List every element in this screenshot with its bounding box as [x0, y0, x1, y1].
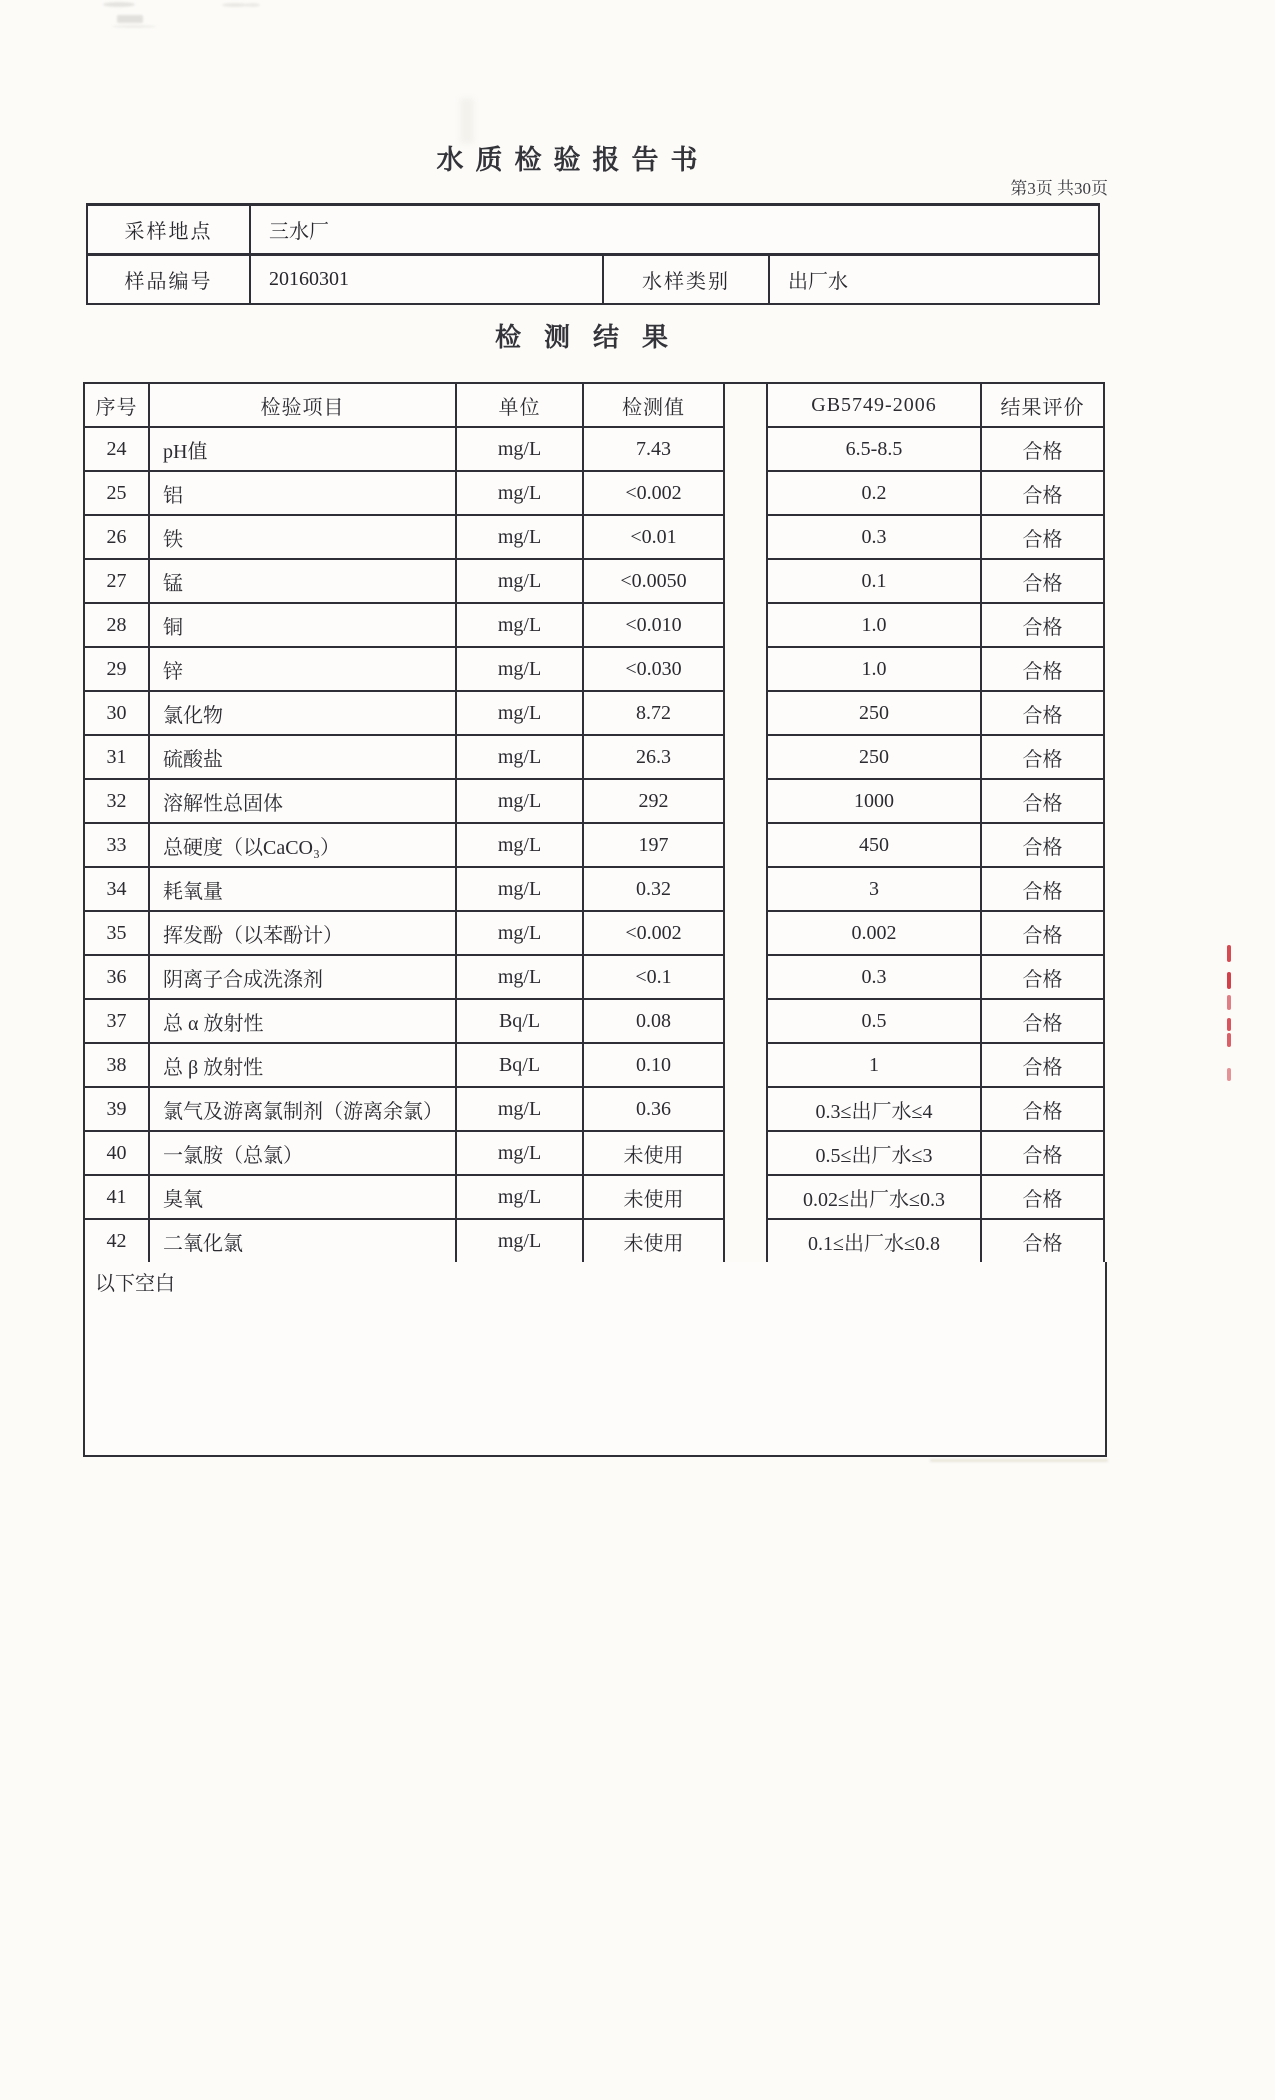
table-row: [85, 472, 1105, 516]
cell-item: 阴离子合成洗涤剂: [150, 956, 457, 1000]
report-title: 水质检验报告书: [436, 145, 710, 175]
gap-strip: [725, 516, 768, 560]
cell-unit: mg/L: [457, 428, 584, 472]
cell-item: 挥发酚（以苯酚计）: [150, 912, 457, 956]
cell-standard: 0.5: [768, 1000, 982, 1044]
cell-value: <0.030: [584, 648, 725, 692]
section-title: 检测结果: [494, 323, 691, 352]
cell-index: 37: [85, 1000, 150, 1044]
cell-index: 41: [85, 1176, 150, 1220]
cell-item: 总 α 放射性: [150, 1000, 457, 1044]
red-margin-mark: [1227, 972, 1231, 989]
cell-index: 25: [85, 472, 150, 516]
gap-strip: [725, 692, 768, 736]
cell-value: 未使用: [584, 1176, 725, 1220]
cell-item: 溶解性总固体: [150, 780, 457, 824]
table-row: [85, 824, 1105, 868]
cell-value: <0.01: [584, 516, 725, 560]
scan-speck: [246, 3, 260, 7]
gap-strip: [725, 472, 768, 516]
cell-value: <0.002: [584, 912, 725, 956]
scan-speck: [103, 2, 135, 7]
cell-index: 38: [85, 1044, 150, 1088]
cell-item: 铁: [150, 516, 457, 560]
cell-result: 合格: [982, 692, 1105, 736]
gap-strip: [725, 604, 768, 648]
cell-item: pH值: [150, 428, 457, 472]
cell-item: 铜: [150, 604, 457, 648]
cell-item: 臭氧: [150, 1176, 457, 1220]
cell-item: 耗氧量: [150, 868, 457, 912]
cell-unit: mg/L: [457, 780, 584, 824]
cell-result: 合格: [982, 604, 1105, 648]
gap-strip: [725, 384, 768, 428]
cell-index: 40: [85, 1132, 150, 1176]
scan-smudge: [930, 1459, 1108, 1462]
cell-unit: mg/L: [457, 912, 584, 956]
gap-strip: [725, 1000, 768, 1044]
cell-index: 34: [85, 868, 150, 912]
cell-standard: 0.3: [768, 956, 982, 1000]
cell-index: 29: [85, 648, 150, 692]
cell-standard: 6.5-8.5: [768, 428, 982, 472]
blank-area-box: [83, 1262, 1107, 1457]
cell-value: 0.36: [584, 1088, 725, 1132]
cell-value: 0.08: [584, 1000, 725, 1044]
cell-result: 合格: [982, 1088, 1105, 1132]
cell-result: 合格: [982, 428, 1105, 472]
cell-item: 氯化物: [150, 692, 457, 736]
cell-index: 39: [85, 1088, 150, 1132]
table-row: [85, 560, 1105, 604]
gap-strip: [725, 560, 768, 604]
cell-result: 合格: [982, 868, 1105, 912]
cell-standard: 1: [768, 1044, 982, 1088]
cell-unit: mg/L: [457, 604, 584, 648]
gap-strip: [725, 780, 768, 824]
gap-strip: [725, 912, 768, 956]
cell-index: 28: [85, 604, 150, 648]
gap-strip: [725, 428, 768, 472]
cell-unit: mg/L: [457, 648, 584, 692]
cell-standard: 0.3≤出厂水≤4: [768, 1088, 982, 1132]
gap-strip: [725, 868, 768, 912]
cell-result: 合格: [982, 1132, 1105, 1176]
cell-result: 合格: [982, 560, 1105, 604]
cell-index: 27: [85, 560, 150, 604]
cell-standard: 0.1: [768, 560, 982, 604]
sample-info-table: [86, 203, 1100, 305]
cell-index: 24: [85, 428, 150, 472]
cell-result: 合格: [982, 912, 1105, 956]
cell-item: 硫酸盐: [150, 736, 457, 780]
cell-item: 锌: [150, 648, 457, 692]
sample-location-label: 采样地点: [88, 206, 251, 253]
table-row: [85, 692, 1105, 736]
header-unit: 单位: [457, 384, 584, 428]
cell-item: 一氯胺（总氯）: [150, 1132, 457, 1176]
cell-unit: mg/L: [457, 1132, 584, 1176]
cell-index: 31: [85, 736, 150, 780]
cell-result: 合格: [982, 516, 1105, 560]
cell-unit: mg/L: [457, 1176, 584, 1220]
cell-result: 合格: [982, 736, 1105, 780]
water-type-label: 水样类别: [604, 256, 770, 303]
cell-standard: 0.02≤出厂水≤0.3: [768, 1176, 982, 1220]
page-number: 第3页 共30页: [1010, 179, 1108, 198]
cell-value: 292: [584, 780, 725, 824]
gap-strip: [725, 1088, 768, 1132]
header-result: 结果评价: [982, 384, 1105, 428]
table-row: [85, 648, 1105, 692]
scan-speck: [112, 25, 156, 28]
scan-speck: [222, 3, 248, 7]
sample-id-label: 样品编号: [88, 256, 251, 303]
cell-unit: mg/L: [457, 692, 584, 736]
cell-unit: mg/L: [457, 560, 584, 604]
table-row: [85, 736, 1105, 780]
header-value: 检测值: [584, 384, 725, 428]
gap-strip: [725, 1132, 768, 1176]
scan-speck: [117, 15, 143, 23]
cell-unit: mg/L: [457, 736, 584, 780]
table-row: [85, 780, 1105, 824]
table-row: [85, 1176, 1105, 1220]
table-row: [85, 1132, 1105, 1176]
gap-strip: [725, 1044, 768, 1088]
cell-standard: 3: [768, 868, 982, 912]
table-row: [85, 1088, 1105, 1132]
table-row: [85, 868, 1105, 912]
cell-value: 8.72: [584, 692, 725, 736]
cell-standard: 0.5≤出厂水≤3: [768, 1132, 982, 1176]
cell-index: 33: [85, 824, 150, 868]
cell-unit: mg/L: [457, 824, 584, 868]
red-margin-mark: [1227, 1068, 1231, 1081]
sample-id-value: 20160301: [251, 256, 604, 303]
results-table: [83, 382, 1105, 1264]
sample-location-value: 三水厂: [269, 221, 329, 243]
cell-result: 合格: [982, 472, 1105, 516]
sample-info-row: [88, 256, 1098, 303]
cell-item: 总 β 放射性: [150, 1044, 457, 1088]
cell-standard: 0.002: [768, 912, 982, 956]
cell-result: 合格: [982, 1176, 1105, 1220]
cell-standard: 1.0: [768, 604, 982, 648]
red-margin-mark: [1227, 945, 1231, 962]
table-row: [85, 1000, 1105, 1044]
water-type-value: 出厂水: [788, 271, 848, 293]
cell-index: 26: [85, 516, 150, 560]
table-row: [85, 912, 1105, 956]
cell-standard: 0.3: [768, 516, 982, 560]
header-standard: GB5749-2006: [768, 384, 982, 428]
cell-unit: mg/L: [457, 868, 584, 912]
cell-standard: 250: [768, 736, 982, 780]
cell-standard: 450: [768, 824, 982, 868]
table-row: [85, 604, 1105, 648]
gap-strip: [725, 956, 768, 1000]
cell-item: 锰: [150, 560, 457, 604]
gap-strip: [725, 736, 768, 780]
cell-unit: Bq/L: [457, 1044, 584, 1088]
cell-result: 合格: [982, 648, 1105, 692]
cell-value: 7.43: [584, 428, 725, 472]
cell-index: 30: [85, 692, 150, 736]
cell-standard: 0.2: [768, 472, 982, 516]
table-row: [85, 956, 1105, 1000]
blank-note: 以下空白: [95, 1273, 175, 1295]
cell-item: 二氧化氯: [150, 1220, 457, 1264]
red-margin-mark: [1227, 995, 1231, 1010]
cell-result: 合格: [982, 956, 1105, 1000]
cell-unit: mg/L: [457, 1088, 584, 1132]
sample-info-row: [88, 206, 1098, 256]
cell-result: 合格: [982, 1220, 1105, 1264]
table-row: [85, 428, 1105, 472]
cell-item: 总硬度（以CaCO₃）: [150, 824, 457, 868]
gap-strip: [725, 648, 768, 692]
cell-index: 36: [85, 956, 150, 1000]
cell-standard: 1.0: [768, 648, 982, 692]
cell-value: <0.1: [584, 956, 725, 1000]
cell-standard: 0.1≤出厂水≤0.8: [768, 1220, 982, 1264]
red-margin-mark: [1227, 1033, 1231, 1047]
cell-value: 26.3: [584, 736, 725, 780]
cell-unit: mg/L: [457, 1220, 584, 1264]
cell-value: <0.002: [584, 472, 725, 516]
table-row: [85, 516, 1105, 560]
gap-strip: [725, 1176, 768, 1220]
cell-index: 32: [85, 780, 150, 824]
cell-result: 合格: [982, 824, 1105, 868]
gap-strip: [725, 824, 768, 868]
gap-strip: [725, 1220, 768, 1264]
results-table-header-row: [85, 384, 1105, 428]
cell-value: 197: [584, 824, 725, 868]
cell-unit: mg/L: [457, 956, 584, 1000]
cell-unit: mg/L: [457, 472, 584, 516]
cell-unit: mg/L: [457, 516, 584, 560]
cell-result: 合格: [982, 1044, 1105, 1088]
cell-value: 0.32: [584, 868, 725, 912]
header-item: 检验项目: [150, 384, 457, 428]
cell-value: 0.10: [584, 1044, 725, 1088]
cell-item: 氯气及游离氯制剂（游离余氯）: [150, 1088, 457, 1132]
table-row: [85, 1220, 1105, 1264]
cell-value: 未使用: [584, 1132, 725, 1176]
cell-item: 铝: [150, 472, 457, 516]
cell-index: 35: [85, 912, 150, 956]
header-no: 序号: [85, 384, 150, 428]
cell-value: 未使用: [584, 1220, 725, 1264]
cell-value: <0.010: [584, 604, 725, 648]
red-margin-mark: [1227, 1018, 1231, 1031]
cell-standard: 1000: [768, 780, 982, 824]
cell-standard: 250: [768, 692, 982, 736]
table-row: [85, 1044, 1105, 1088]
cell-result: 合格: [982, 1000, 1105, 1044]
cell-value: <0.0050: [584, 560, 725, 604]
cell-unit: Bq/L: [457, 1000, 584, 1044]
cell-result: 合格: [982, 780, 1105, 824]
cell-index: 42: [85, 1220, 150, 1264]
